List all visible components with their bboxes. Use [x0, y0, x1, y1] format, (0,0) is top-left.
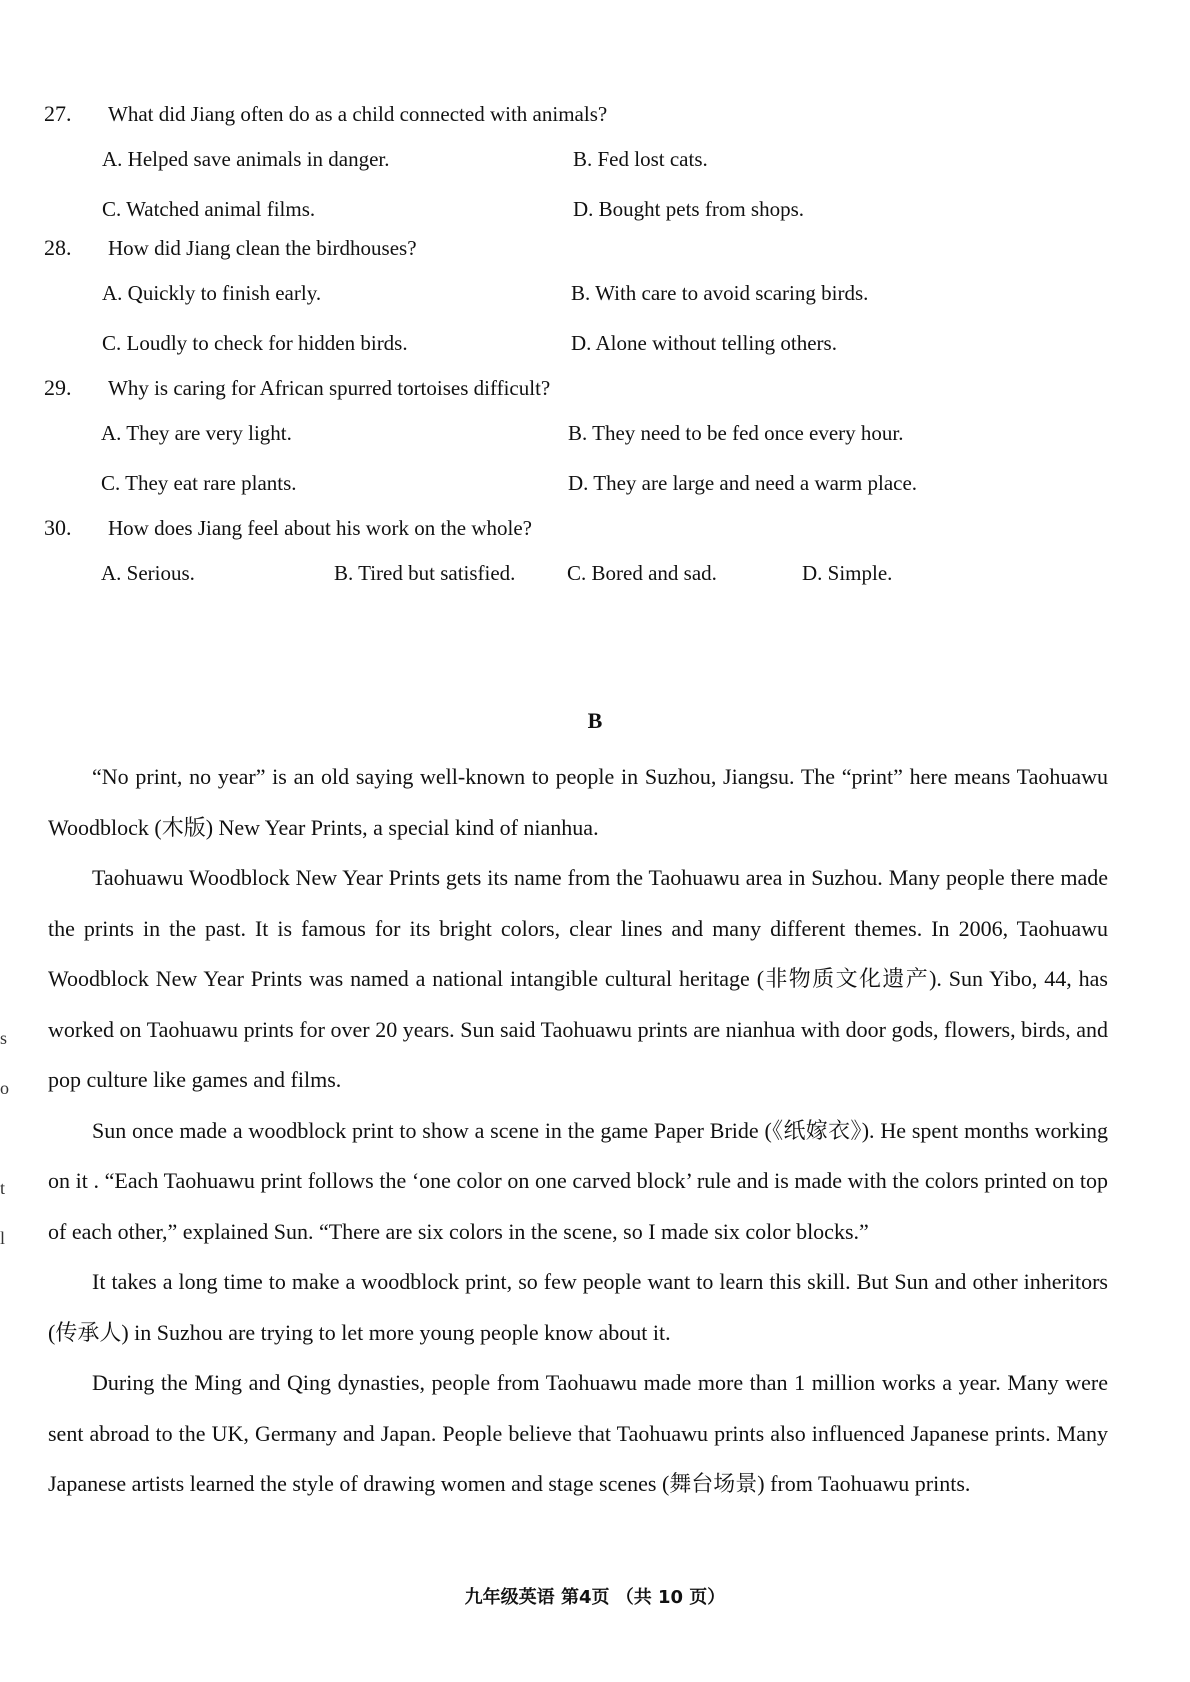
- margin-mark: s: [0, 1028, 8, 1048]
- margin-mark: t: [0, 1178, 6, 1198]
- option-c[interactable]: C. Watched animal films.: [102, 196, 316, 221]
- margin-mark: l: [0, 1228, 6, 1248]
- option-c[interactable]: C. They eat rare plants.: [101, 470, 297, 495]
- option-row: [44, 408, 1124, 458]
- option-d[interactable]: D. They are large and need a warm place.: [568, 470, 918, 495]
- question-number: 27.: [44, 101, 72, 126]
- question-header: [44, 368, 1124, 408]
- question-28: [44, 228, 1124, 368]
- question-header: [44, 508, 1124, 548]
- option-b[interactable]: B. Fed lost cats.: [573, 146, 708, 171]
- option-row: [44, 548, 1124, 598]
- option-d[interactable]: D. Simple.: [802, 560, 893, 585]
- option-a[interactable]: A. Helped save animals in danger.: [102, 146, 390, 171]
- option-a[interactable]: A. Serious.: [101, 560, 195, 585]
- question-number: 29.: [44, 375, 72, 400]
- question-header: [44, 94, 1124, 134]
- question-text: How did Jiang clean the birdhouses?: [108, 235, 417, 260]
- question-27: [44, 94, 1124, 234]
- question-text: How does Jiang feel about his work on the whole?: [108, 515, 532, 540]
- option-c[interactable]: C. Loudly to check for hidden birds.: [102, 330, 408, 355]
- passage-paragraph: During the Ming and Qing dynasties, people from Taohuawu made more than 1 million works a year. Many were sent abroad to the UK, Germany and Japan. People believe that Taohuawu prints also influenced Japanese prints. Many Japanese artists learned the style of drawing women and stage scenes (舞台场景) from Taohuawu prints.: [48, 1370, 1108, 1496]
- option-b[interactable]: B. Tired but satisfied.: [334, 560, 516, 585]
- question-text: Why is caring for African spurred tortoises difficult?: [108, 375, 551, 400]
- option-b[interactable]: B. They need to be fed once every hour.: [568, 420, 904, 445]
- option-row: [44, 318, 1124, 368]
- option-d[interactable]: D. Bought pets from shops.: [573, 196, 804, 221]
- question-29: [44, 368, 1124, 508]
- option-row: [44, 268, 1124, 318]
- option-b[interactable]: B. With care to avoid scaring birds.: [571, 280, 869, 305]
- question-text: What did Jiang often do as a child connected with animals?: [108, 101, 608, 126]
- margin-mark: o: [0, 1078, 9, 1098]
- reading-passage: [48, 752, 1108, 1510]
- option-row: [44, 184, 1124, 234]
- question-30: [44, 508, 1124, 598]
- section-title: B: [587, 708, 603, 733]
- question-number: 30.: [44, 515, 72, 540]
- page-footer: 九年级英语 第4页 （共 10 页）: [464, 1587, 726, 1608]
- passage-paragraph: Sun once made a woodblock print to show a scene in the game Paper Bride (《纸嫁衣》). He spent months working on it . “Each Taohuawu print follows the ‘one color on one carved block’ rule and is made with the colors printed on top of each other,” explained Sun. “There are six colors in the scene, so I made six color blocks.”: [48, 1117, 1108, 1244]
- passage-paragraph: It takes a long time to make a woodblock print, so few people want to learn this skill. But Sun and other inheritors (传承人) in Suzhou are trying to let more young people know about it.: [48, 1269, 1108, 1345]
- question-header: [44, 228, 1124, 268]
- option-c[interactable]: C. Bored and sad.: [567, 560, 717, 585]
- option-row: [44, 458, 1124, 508]
- option-row: [44, 134, 1124, 184]
- question-number: 28.: [44, 235, 72, 260]
- passage-paragraph: Taohuawu Woodblock New Year Prints gets its name from the Taohuawu area in Suzhou. Many people there made the prints in the past. It is famous for its bright colors, clear lines and many different themes. In 2006, Taohuawu Woodblock New Year Prints was named a national intangible cultural heritage (非物质文化遗产). Sun Yibo, 44, has worked on Taohuawu prints for over 20 years. Sun said Taohuawu prints are nianhua with door gods, flowers, birds, and pop culture like games and films.: [48, 865, 1108, 1092]
- passage-paragraph: “No print, no year” is an old saying well-known to people in Suzhou, Jiangsu. The “print” here means Taohuawu Woodblock (木版) New Year Prints, a special kind of nianhua.: [48, 764, 1108, 840]
- option-a[interactable]: A. Quickly to finish early.: [102, 280, 322, 305]
- option-a[interactable]: A. They are very light.: [101, 420, 292, 445]
- option-d[interactable]: D. Alone without telling others.: [571, 330, 837, 355]
